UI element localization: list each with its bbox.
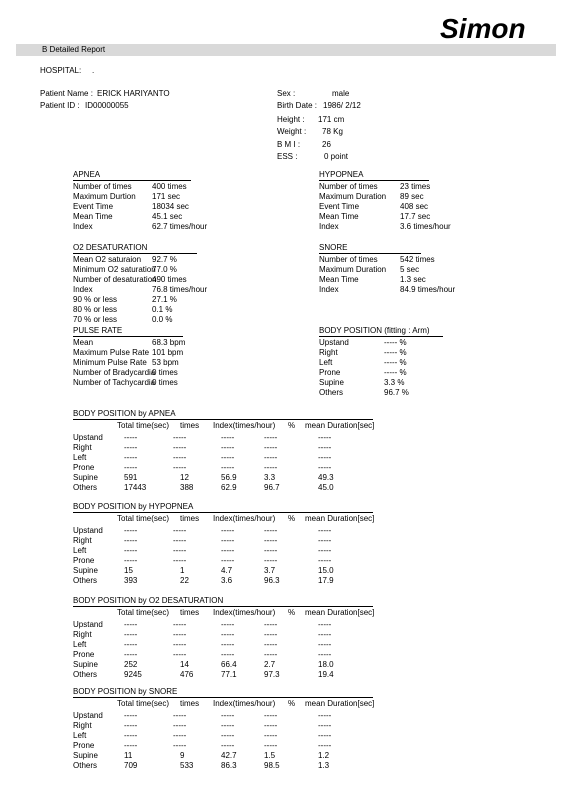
position-table-cell: ----- <box>221 556 235 565</box>
body_position-row-label: Left <box>319 358 333 367</box>
position-table-cell: ----- <box>173 463 187 472</box>
position-table-cell: ----- <box>318 526 332 535</box>
hypopnea-row-label: Number of times <box>319 182 378 191</box>
position-table-cell: 476 <box>180 670 194 679</box>
position-table-row-label: Others <box>73 483 98 492</box>
position-table-row-label: Others <box>73 670 98 679</box>
patient-id: ID00000055 <box>85 101 129 110</box>
position-table-cell: ----- <box>318 620 332 629</box>
hospital-value: . <box>92 66 95 75</box>
position-table-cell: ----- <box>124 640 138 649</box>
position-table-cell: ----- <box>221 536 235 545</box>
weight-label: Weight : <box>277 127 307 136</box>
position-table-header: Index(times/hour) <box>213 608 276 617</box>
position-table-cell: ----- <box>221 453 235 462</box>
position-table-header: mean Duration[sec] <box>305 699 375 708</box>
apnea-row-value: 62.7 times/hour <box>152 222 208 231</box>
position-table-row-label: Right <box>73 721 92 730</box>
position-table-cell: 388 <box>180 483 194 492</box>
position-table-title: BODY POSITION by SNORE <box>73 687 178 696</box>
position-table-cell: ----- <box>173 731 187 740</box>
position-table-cell: ----- <box>221 640 235 649</box>
position-table-cell: ----- <box>221 526 235 535</box>
position-table-cell: ----- <box>173 711 187 720</box>
position-table-cell: 9245 <box>124 670 142 679</box>
snore-row-value: 5 sec <box>400 265 420 274</box>
apnea-row-label: Number of times <box>73 182 132 191</box>
body_position-row-label: Upstand <box>319 338 349 347</box>
apnea-row-label: Maximum Durtion <box>73 192 136 201</box>
hypopnea-row-value: 89 sec <box>400 192 424 201</box>
body_position-row-value: ----- % <box>384 368 407 377</box>
position-table-cell: ----- <box>264 630 278 639</box>
position-table-header: Total time(sec) <box>117 699 170 708</box>
position-table-row-label: Upstand <box>73 711 103 720</box>
birth-value: 1986/ 2/12 <box>323 101 361 110</box>
position-table-cell: ----- <box>173 433 187 442</box>
o2-row-value: 76.8 times/hour <box>152 285 208 294</box>
position-table-cell: 98.5 <box>264 761 280 770</box>
apnea-row-value: 171 sec <box>152 192 181 201</box>
apnea-row-value: 45.1 sec <box>152 212 183 221</box>
position-table-header: times <box>180 421 200 430</box>
o2-row-label: Mean O2 saturaion <box>73 255 142 264</box>
position-table-row-label: Prone <box>73 741 95 750</box>
sex-value: male <box>332 89 350 98</box>
position-table-cell: ----- <box>221 546 235 555</box>
position-table-cell: 1.3 <box>318 761 330 770</box>
position-table-row-label: Upstand <box>73 620 103 629</box>
pulse-row-label: Maximum Pulse Rate <box>73 348 150 357</box>
position-table-cell: 19.4 <box>318 670 334 679</box>
position-table-row-label: Upstand <box>73 526 103 535</box>
hypopnea-row-label: Maximum Duration <box>319 192 387 201</box>
apnea-title: APNEA <box>73 170 101 179</box>
position-table-header: % <box>288 699 296 708</box>
o2-row-label: 70 % or less <box>73 315 118 324</box>
position-table-cell: ----- <box>264 640 278 649</box>
o2-row-value: 0.1 % <box>152 305 173 314</box>
position-table-cell: 18.0 <box>318 660 334 669</box>
position-table-row-label: Supine <box>73 473 98 482</box>
position-table-row-label: Right <box>73 536 92 545</box>
position-table-cell: ----- <box>264 546 278 555</box>
snore-title: SNORE <box>319 243 348 252</box>
position-table-cell: ----- <box>318 536 332 545</box>
position-table-title: BODY POSITION by HYPOPNEA <box>73 502 194 511</box>
position-table-cell: ----- <box>318 443 332 452</box>
apnea-row-value: 400 times <box>152 182 187 191</box>
position-table-cell: 14 <box>180 660 189 669</box>
position-table-cell: 591 <box>124 473 138 482</box>
position-table-cell: 1 <box>180 566 185 575</box>
position-table-row-label: Upstand <box>73 433 103 442</box>
position-table-cell: ----- <box>318 556 332 565</box>
sex-label: Sex : <box>277 89 296 98</box>
height-label: Height : <box>277 115 305 124</box>
bmi-label: B M I : <box>277 140 301 149</box>
position-table-cell: ----- <box>124 536 138 545</box>
position-table-cell: ----- <box>221 433 235 442</box>
position-table-cell: ----- <box>173 741 187 750</box>
o2-row-value: 92.7 % <box>152 255 177 264</box>
position-table-row-label: Supine <box>73 751 98 760</box>
o2-row-label: Index <box>73 285 93 294</box>
position-table-cell: ----- <box>264 711 278 720</box>
position-table-cell: ----- <box>124 731 138 740</box>
position-table-cell: 42.7 <box>221 751 237 760</box>
hypopnea-row-value: 3.6 times/hour <box>400 222 451 231</box>
position-table-cell: ----- <box>318 546 332 555</box>
snore-row-label: Index <box>319 285 339 294</box>
position-table-cell: 1.2 <box>318 751 330 760</box>
position-table-cell: ----- <box>221 650 235 659</box>
position-table-cell: ----- <box>173 630 187 639</box>
report-title-bar <box>16 44 556 56</box>
patient-name-label: Patient Name : <box>40 89 93 98</box>
position-table-cell: ----- <box>124 630 138 639</box>
position-table-header: % <box>288 608 296 617</box>
position-table-cell: ----- <box>173 443 187 452</box>
position-table-cell: 96.7 <box>264 483 280 492</box>
position-table-cell: ----- <box>173 556 187 565</box>
position-table-cell: 49.3 <box>318 473 334 482</box>
o2-title: O2 DESATURATION <box>73 243 148 252</box>
position-table-cell: 4.7 <box>221 566 233 575</box>
position-table-cell: ----- <box>173 546 187 555</box>
position-table-cell: ----- <box>264 650 278 659</box>
patient-name: ERICK HARIYANTO <box>97 89 170 98</box>
o2-row-label: 90 % or less <box>73 295 118 304</box>
pulse-row-value: 0 times <box>152 378 178 387</box>
position-table-cell: 709 <box>124 761 138 770</box>
body_position-row-value: ----- % <box>384 358 407 367</box>
body_position-row-label: Prone <box>319 368 341 377</box>
position-table-row-label: Others <box>73 761 98 770</box>
pulse-title-underline <box>73 336 183 337</box>
position-table-cell: ----- <box>318 630 332 639</box>
position-table-cell: ----- <box>264 526 278 535</box>
position-table-row-label: Prone <box>73 463 95 472</box>
apnea-row-value: 18034 sec <box>152 202 189 211</box>
position-table-cell: 1.5 <box>264 751 276 760</box>
position-table-cell: 533 <box>180 761 194 770</box>
body_position-row-label: Others <box>319 388 344 397</box>
o2-row-value: 490 times <box>152 275 187 284</box>
height-value: 171 cm <box>318 115 345 124</box>
body_position-row-value: 96.7 % <box>384 388 409 397</box>
position-table-cell: ----- <box>221 721 235 730</box>
position-table-cell: 62.9 <box>221 483 237 492</box>
position-table-cell: 9 <box>180 751 185 760</box>
position-table-row-label: Others <box>73 576 98 585</box>
position-table-row-label: Supine <box>73 660 98 669</box>
position-table-cell: 45.0 <box>318 483 334 492</box>
pulse-row-value: 0 times <box>152 368 178 377</box>
body_position-row-value: ----- % <box>384 338 407 347</box>
position-table-cell: ----- <box>124 741 138 750</box>
apnea-row-label: Index <box>73 222 93 231</box>
position-table-header: times <box>180 608 200 617</box>
position-table-cell: 3.3 <box>264 473 276 482</box>
position-table-header: % <box>288 514 296 523</box>
o2-row-label: Minimum O2 saturation <box>73 265 156 274</box>
apnea-title-underline <box>73 180 191 181</box>
position-table-row-label: Right <box>73 630 92 639</box>
position-table-cell: ----- <box>264 741 278 750</box>
position-table-cell: ----- <box>173 640 187 649</box>
position-table-cell: ----- <box>318 433 332 442</box>
position-table-row-label: Prone <box>73 556 95 565</box>
position-table-cell: ----- <box>173 721 187 730</box>
report-title: B Detailed Report <box>42 45 106 54</box>
position-table-header: Total time(sec) <box>117 421 170 430</box>
o2-row-value: 77.0 % <box>152 265 177 274</box>
position-table-cell: ----- <box>264 453 278 462</box>
position-table-header: mean Duration[sec] <box>305 608 375 617</box>
position-table-cell: 15 <box>124 566 133 575</box>
position-table-cell: ----- <box>124 443 138 452</box>
body_position-title-underline <box>319 336 443 337</box>
position-table-header: Index(times/hour) <box>213 699 276 708</box>
position-table-cell: 96.3 <box>264 576 280 585</box>
position-table-cell: ----- <box>124 721 138 730</box>
pulse-title: PULSE RATE <box>73 326 123 335</box>
position-table-cell: ----- <box>221 463 235 472</box>
pulse-row-label: Number of Bradycardia <box>73 368 156 377</box>
position-table-cell: ----- <box>124 433 138 442</box>
position-table-cell: 77.1 <box>221 670 237 679</box>
patient-id-label: Patient ID : <box>40 101 80 110</box>
ess-label: ESS : <box>277 152 298 161</box>
position-table-cell: ----- <box>264 536 278 545</box>
position-table-cell: ----- <box>124 463 138 472</box>
hypopnea-row-value: 23 times <box>400 182 431 191</box>
snore-row-value: 84.9 times/hour <box>400 285 456 294</box>
position-table-cell: 3.7 <box>264 566 276 575</box>
position-table-header: Index(times/hour) <box>213 421 276 430</box>
hypopnea-title: HYPOPNEA <box>319 170 364 179</box>
position-table-header: mean Duration[sec] <box>305 421 375 430</box>
pulse-row-value: 53 bpm <box>152 358 179 367</box>
position-table-cell: 252 <box>124 660 138 669</box>
position-table-cell: ----- <box>264 731 278 740</box>
position-table-cell: ----- <box>221 630 235 639</box>
position-table-cell: ----- <box>124 546 138 555</box>
position-table-cell: 393 <box>124 576 138 585</box>
position-table-cell: ----- <box>318 721 332 730</box>
position-table-cell: 12 <box>180 473 189 482</box>
pulse-row-label: Number of Tachycardia <box>73 378 156 387</box>
position-table-cell: ----- <box>124 620 138 629</box>
position-table-cell: ----- <box>264 433 278 442</box>
o2-row-value: 27.1 % <box>152 295 177 304</box>
position-table-underline <box>73 419 373 420</box>
body_position-title: BODY POSITION (fitting : Arm) <box>319 326 430 335</box>
position-table-cell: ----- <box>318 731 332 740</box>
pulse-row-value: 68.3 bpm <box>152 338 186 347</box>
position-table-row-label: Left <box>73 453 87 462</box>
position-table-cell: ----- <box>318 711 332 720</box>
position-table-cell: ----- <box>124 556 138 565</box>
hypopnea-row-label: Mean Time <box>319 212 359 221</box>
snore-row-label: Maximum Duration <box>319 265 387 274</box>
position-table-cell: ----- <box>173 536 187 545</box>
position-table-cell: ----- <box>264 721 278 730</box>
snore-row-value: 542 times <box>400 255 435 264</box>
pulse-row-label: Minimum Pulse Rate <box>73 358 147 367</box>
snore-title-underline <box>319 253 421 254</box>
position-table-row-label: Left <box>73 640 87 649</box>
pulse-row-label: Mean <box>73 338 94 347</box>
position-table-row-label: Left <box>73 731 87 740</box>
position-table-cell: ----- <box>318 650 332 659</box>
apnea-row-label: Mean Time <box>73 212 113 221</box>
position-table-cell: ----- <box>173 620 187 629</box>
hospital-label: HOSPITAL: <box>40 66 82 75</box>
position-table-cell: ----- <box>124 650 138 659</box>
body_position-row-value: ----- % <box>384 348 407 357</box>
position-table-cell: ----- <box>221 741 235 750</box>
position-table-header: mean Duration[sec] <box>305 514 375 523</box>
position-table-row-label: Left <box>73 546 87 555</box>
position-table-header: Total time(sec) <box>117 514 170 523</box>
position-table-cell: 3.6 <box>221 576 233 585</box>
body_position-row-value: 3.3 % <box>384 378 405 387</box>
position-table-cell: 15.0 <box>318 566 334 575</box>
snore-row-label: Number of times <box>319 255 378 264</box>
position-table-cell: 11 <box>124 751 133 760</box>
position-table-cell: ----- <box>221 620 235 629</box>
position-table-underline <box>73 606 373 607</box>
position-table-cell: ----- <box>264 463 278 472</box>
snore-row-label: Mean Time <box>319 275 359 284</box>
o2-title-underline <box>73 253 197 254</box>
position-table-cell: ----- <box>221 731 235 740</box>
position-table-cell: 56.9 <box>221 473 237 482</box>
position-table-cell: ----- <box>173 453 187 462</box>
position-table-cell: 22 <box>180 576 189 585</box>
position-table-cell: ----- <box>318 463 332 472</box>
snore-row-value: 1.3 sec <box>400 275 426 284</box>
hypopnea-row-label: Event Time <box>319 202 360 211</box>
ess-value: 0 point <box>324 152 349 161</box>
position-table-header: Total time(sec) <box>117 608 170 617</box>
position-table-header: % <box>288 421 296 430</box>
position-table-cell: ----- <box>173 650 187 659</box>
o2-row-label: 80 % or less <box>73 305 118 314</box>
position-table-cell: ----- <box>264 556 278 565</box>
o2-row-value: 0.0 % <box>152 315 173 324</box>
position-table-title: BODY POSITION by O2 DESATURATION <box>73 596 224 605</box>
position-table-underline <box>73 697 373 698</box>
position-table-cell: ----- <box>173 526 187 535</box>
position-table-cell: ----- <box>221 443 235 452</box>
position-table-header: times <box>180 514 200 523</box>
position-table-row-label: Supine <box>73 566 98 575</box>
body_position-row-label: Right <box>319 348 338 357</box>
position-table-header: Index(times/hour) <box>213 514 276 523</box>
position-table-cell: 86.3 <box>221 761 237 770</box>
weight-value: 78 Kg <box>322 127 343 136</box>
hypopnea-row-value: 408 sec <box>400 202 429 211</box>
hypopnea-row-value: 17.7 sec <box>400 212 431 221</box>
position-table-cell: ----- <box>124 526 138 535</box>
position-table-cell: ----- <box>318 640 332 649</box>
position-table-cell: ----- <box>124 453 138 462</box>
position-table-header: times <box>180 699 200 708</box>
position-table-cell: ----- <box>221 711 235 720</box>
position-table-cell: ----- <box>318 453 332 462</box>
position-table-cell: ----- <box>264 620 278 629</box>
position-table-row-label: Prone <box>73 650 95 659</box>
bmi-value: 26 <box>322 140 331 149</box>
position-table-cell: ----- <box>124 711 138 720</box>
position-table-title: BODY POSITION by APNEA <box>73 409 176 418</box>
position-table-underline <box>73 512 373 513</box>
position-table-cell: ----- <box>264 443 278 452</box>
brand-logo: Simon <box>440 13 526 44</box>
apnea-row-label: Event Time <box>73 202 114 211</box>
position-table-cell: 97.3 <box>264 670 280 679</box>
hypopnea-row-label: Index <box>319 222 339 231</box>
position-table-cell: 17.9 <box>318 576 334 585</box>
o2-row-label: Number of desaturation <box>73 275 157 284</box>
position-table-cell: 66.4 <box>221 660 237 669</box>
position-table-cell: 17443 <box>124 483 147 492</box>
position-table-row-label: Right <box>73 443 92 452</box>
birth-label: Birth Date : <box>277 101 318 110</box>
position-table-cell: ----- <box>318 741 332 750</box>
body_position-row-label: Supine <box>319 378 344 387</box>
position-table-cell: 2.7 <box>264 660 276 669</box>
hypopnea-title-underline <box>319 180 429 181</box>
pulse-row-value: 101 bpm <box>152 348 184 357</box>
